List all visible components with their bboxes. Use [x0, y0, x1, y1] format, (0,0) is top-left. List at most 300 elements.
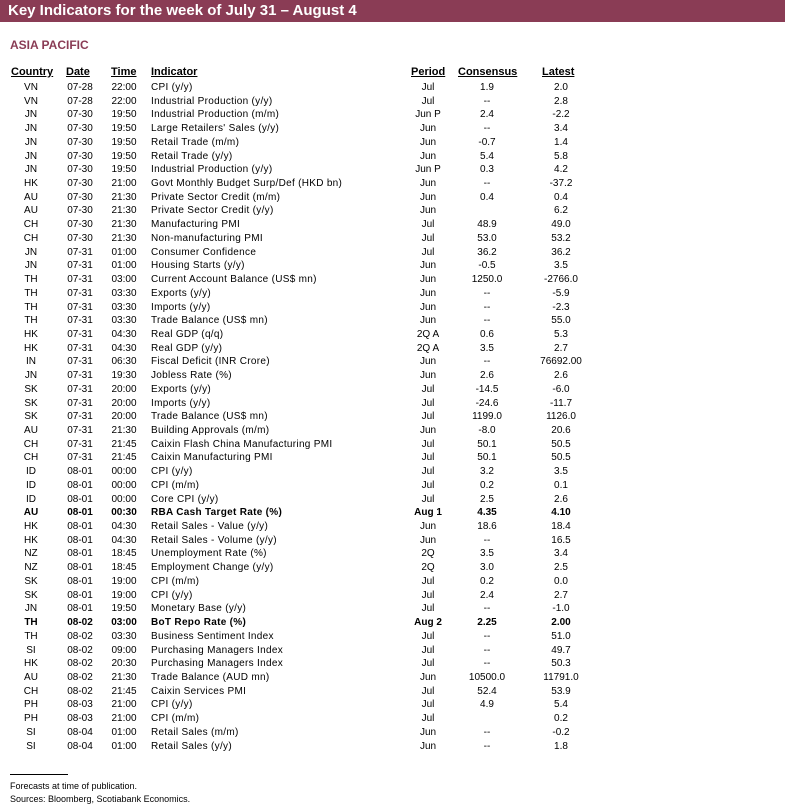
page-title: Key Indicators for the week of July 31 – August 4 — [8, 2, 357, 19]
cell-time: 20:30 — [111, 658, 137, 670]
cell-country: HK — [24, 534, 38, 546]
cell-indicator: Exports (y/y) — [151, 287, 212, 299]
cell-period: Jun — [419, 150, 437, 162]
cell-country: AU — [23, 507, 39, 519]
table-row — [0, 644, 785, 658]
cell-consensus: -- — [483, 301, 491, 313]
table-row — [0, 657, 785, 671]
cell-period: 2Q — [421, 548, 435, 560]
cell-country: JN — [24, 370, 38, 382]
cell-period: Jun — [419, 191, 437, 203]
cell-consensus: 1.9 — [480, 82, 494, 93]
cell-period: Jun — [419, 301, 437, 313]
cell-indicator: Retail Sales (m/m) — [151, 726, 239, 738]
cell-latest: 4.10 — [551, 507, 571, 519]
table-row — [0, 410, 785, 424]
cell-consensus: 0.3 — [480, 164, 494, 176]
cell-consensus: 2.4 — [480, 589, 494, 601]
cell-date: 08-02 — [67, 658, 93, 670]
table-row — [0, 616, 785, 630]
cell-period: Jul — [421, 246, 435, 258]
cell-consensus: 3.5 — [480, 548, 494, 560]
cell-period: Jul — [421, 658, 435, 670]
cell-consensus: 1250.0 — [471, 274, 503, 286]
cell-consensus: 0.2 — [480, 479, 494, 491]
cell-indicator: Non-manufacturing PMI — [151, 232, 263, 244]
cell-date: 08-02 — [67, 644, 93, 656]
table-row — [0, 451, 785, 465]
cell-date: 07-31 — [67, 246, 93, 258]
table-row — [0, 369, 785, 383]
cell-country: SK — [24, 397, 38, 409]
cell-time: 19:50 — [111, 136, 137, 148]
cell-period: Jun — [419, 123, 437, 135]
cell-period: Jun — [419, 370, 437, 382]
cell-time: 04:30 — [111, 342, 137, 354]
cell-consensus: -- — [483, 534, 491, 546]
cell-country: CH — [23, 452, 39, 464]
table-row — [0, 259, 785, 273]
table-row — [0, 671, 785, 685]
cell-consensus: -- — [483, 630, 491, 642]
cell-date: 07-31 — [67, 342, 93, 354]
cell-consensus: -- — [483, 123, 491, 135]
header-time: Time — [111, 66, 137, 78]
cell-date: 08-01 — [67, 507, 93, 519]
cell-time: 01:00 — [111, 260, 137, 272]
cell-consensus: 53.0 — [477, 232, 497, 244]
cell-indicator: Caixin Flash China Manufacturing PMI — [151, 438, 333, 450]
cell-latest: -0.2 — [552, 726, 570, 738]
cell-indicator: Building Approvals (m/m) — [151, 425, 270, 436]
cell-period: Jul — [421, 589, 435, 601]
cell-date: 08-01 — [67, 603, 93, 615]
cell-indicator: Retail Sales (y/y) — [151, 740, 232, 752]
cell-period: Jun — [419, 287, 437, 299]
cell-period: Jun — [419, 315, 437, 327]
cell-consensus: -0.7 — [478, 136, 496, 148]
cell-time: 20:00 — [111, 383, 137, 395]
table-row — [0, 218, 785, 232]
table-row — [0, 204, 785, 218]
cell-latest: 50.3 — [551, 658, 571, 670]
cell-country: SI — [26, 740, 36, 752]
region-heading: ASIA PACIFIC — [10, 38, 89, 52]
cell-indicator: Imports (y/y) — [151, 397, 211, 409]
table-row — [0, 136, 785, 150]
cell-date: 07-31 — [67, 438, 93, 450]
cell-country: AU — [24, 205, 38, 217]
cell-indicator: Purchasing Managers Index — [151, 658, 284, 670]
cell-time: 03:30 — [111, 630, 137, 642]
cell-indicator: Trade Balance (US$ mn) — [151, 411, 268, 423]
cell-indicator: Consumer Confidence — [151, 246, 257, 258]
cell-period: Jul — [421, 685, 435, 697]
cell-latest: 49.0 — [551, 219, 571, 231]
cell-period: Aug 2 — [414, 617, 442, 629]
table-row — [0, 465, 785, 479]
cell-period: 2Q A — [416, 328, 440, 340]
cell-time: 19:50 — [111, 109, 137, 121]
cell-latest: 50.5 — [551, 452, 571, 464]
cell-time: 21:00 — [111, 178, 137, 190]
cell-country: HK — [24, 178, 38, 190]
cell-date: 07-31 — [67, 383, 93, 395]
cell-time: 21:30 — [111, 671, 137, 683]
cell-indicator: Private Sector Credit (m/m) — [151, 191, 281, 203]
cell-time: 19:30 — [111, 370, 137, 382]
table-row — [0, 685, 785, 699]
table-row — [0, 740, 785, 754]
cell-time: 21:45 — [111, 685, 137, 697]
footnote-forecasts: Forecasts at time of publication. — [10, 781, 138, 791]
table-row — [0, 561, 785, 575]
cell-indicator: Trade Balance (AUD mn) — [151, 671, 270, 683]
cell-date: 08-01 — [67, 548, 93, 560]
cell-latest: 3.5 — [554, 260, 568, 272]
cell-date: 07-30 — [67, 232, 93, 244]
cell-date: 07-30 — [67, 178, 93, 190]
cell-indicator: Trade Balance (US$ mn) — [151, 315, 268, 327]
cell-date: 07-31 — [67, 411, 93, 423]
cell-latest: -37.2 — [549, 178, 573, 190]
cell-consensus: 50.1 — [477, 438, 497, 450]
cell-consensus: 3.5 — [480, 342, 494, 354]
cell-date: 08-02 — [67, 630, 93, 642]
cell-country: VN — [24, 82, 38, 93]
cell-country: TH — [24, 301, 38, 313]
cell-latest: 2.00 — [551, 617, 571, 629]
table-row — [0, 108, 785, 122]
table-row — [0, 273, 785, 287]
cell-period: Jul — [421, 466, 435, 478]
table-row — [0, 383, 785, 397]
cell-country: ID — [26, 493, 36, 505]
cell-date: 07-28 — [67, 82, 93, 93]
cell-time: 00:30 — [111, 507, 137, 519]
table-row — [0, 630, 785, 644]
cell-consensus: 2.6 — [480, 370, 494, 382]
header-period: Period — [411, 66, 446, 78]
cell-country: AU — [24, 425, 38, 436]
cell-date: 07-30 — [67, 136, 93, 148]
cell-country: SK — [24, 411, 38, 423]
cell-date: 07-31 — [67, 425, 93, 436]
cell-latest: 3.4 — [554, 548, 568, 560]
cell-latest: 49.7 — [551, 644, 571, 656]
cell-time: 20:00 — [111, 397, 137, 409]
cell-country: CH — [23, 438, 39, 450]
cell-country: CH — [23, 219, 39, 231]
cell-period: Jul — [421, 644, 435, 656]
cell-date: 07-30 — [67, 164, 93, 176]
cell-period: Aug 1 — [414, 507, 442, 519]
cell-indicator: CPI (m/m) — [151, 713, 200, 725]
table-row — [0, 246, 785, 260]
table-row — [0, 314, 785, 328]
cell-date: 07-31 — [67, 260, 93, 272]
cell-period: Jul — [421, 438, 435, 450]
cell-indicator: Industrial Production (y/y) — [151, 164, 273, 176]
header-indicator: Indicator — [151, 66, 198, 78]
cell-indicator: CPI (y/y) — [151, 699, 193, 711]
cell-latest: 36.2 — [551, 246, 571, 258]
cell-latest: -2.3 — [552, 301, 570, 313]
cell-country: NZ — [24, 548, 38, 560]
cell-latest: 2.5 — [554, 562, 568, 574]
cell-indicator: CPI (y/y) — [151, 589, 193, 601]
cell-date: 07-31 — [67, 452, 93, 464]
cell-consensus: -- — [483, 95, 491, 107]
table-row — [0, 602, 785, 616]
table-row — [0, 424, 785, 438]
cell-date: 07-30 — [67, 219, 93, 231]
cell-indicator: Retail Sales - Volume (y/y) — [151, 534, 277, 546]
cell-time: 21:00 — [111, 699, 137, 711]
cell-consensus: -- — [483, 356, 491, 368]
cell-time: 19:00 — [111, 589, 137, 601]
cell-consensus: 3.2 — [480, 466, 494, 478]
table-row — [0, 328, 785, 342]
cell-date: 08-04 — [67, 740, 93, 752]
cell-indicator: CPI (m/m) — [151, 575, 200, 587]
cell-consensus: -14.5 — [475, 383, 499, 395]
cell-indicator: CPI (y/y) — [151, 82, 193, 93]
cell-period: Jun — [419, 178, 437, 190]
cell-date: 08-02 — [67, 617, 93, 629]
cell-time: 03:00 — [111, 274, 137, 286]
table-row — [0, 534, 785, 548]
cell-indicator: Industrial Production (m/m) — [151, 109, 280, 121]
cell-period: Jun — [419, 740, 437, 752]
cell-consensus: 4.35 — [477, 507, 497, 519]
cell-time: 01:00 — [111, 726, 137, 738]
cell-indicator: Imports (y/y) — [151, 301, 211, 313]
cell-time: 09:00 — [111, 644, 137, 656]
cell-consensus: -- — [483, 658, 491, 670]
cell-date: 08-01 — [67, 575, 93, 587]
title-banner — [0, 0, 785, 22]
cell-consensus: 10500.0 — [468, 671, 506, 683]
cell-latest: 5.8 — [554, 150, 568, 162]
cell-country: SK — [24, 383, 38, 395]
cell-time: 19:00 — [111, 575, 137, 587]
table-row — [0, 163, 785, 177]
cell-time: 21:30 — [111, 232, 137, 244]
cell-period: 2Q — [421, 562, 435, 574]
table-row — [0, 506, 785, 520]
cell-country: HK — [24, 658, 38, 670]
cell-consensus: -0.5 — [478, 260, 496, 272]
cell-period: Jul — [421, 95, 435, 107]
cell-country: TH — [24, 617, 38, 629]
cell-latest: 2.7 — [554, 589, 568, 601]
cell-indicator: Retail Sales - Value (y/y) — [151, 521, 269, 533]
table-row — [0, 355, 785, 369]
cell-date: 08-04 — [67, 726, 93, 738]
cell-period: Jul — [421, 411, 435, 423]
cell-country: SK — [24, 589, 38, 601]
table-row — [0, 589, 785, 603]
cell-time: 04:30 — [111, 534, 137, 546]
cell-country: PH — [24, 699, 38, 711]
cell-country: HK — [24, 328, 38, 340]
footnote-rule — [10, 774, 68, 775]
cell-date: 07-31 — [67, 397, 93, 409]
cell-period: Jul — [421, 82, 435, 93]
cell-period: Jul — [421, 397, 435, 409]
cell-date: 07-30 — [67, 123, 93, 135]
cell-country: PH — [24, 713, 38, 725]
cell-time: 00:00 — [111, 493, 137, 505]
cell-time: 19:50 — [111, 164, 137, 176]
cell-indicator: Private Sector Credit (y/y) — [151, 205, 274, 217]
cell-latest: 51.0 — [551, 630, 571, 642]
cell-indicator: Purchasing Managers Index — [151, 644, 284, 656]
cell-consensus: 1199.0 — [472, 411, 502, 423]
cell-consensus: -- — [483, 644, 491, 656]
cell-date: 07-30 — [67, 191, 93, 203]
cell-country: ID — [26, 466, 36, 478]
cell-latest: 2.8 — [554, 95, 568, 107]
cell-period: Jul — [421, 603, 435, 615]
cell-indicator: Jobless Rate (%) — [151, 370, 232, 382]
cell-country: SI — [26, 726, 36, 738]
cell-time: 03:00 — [111, 617, 137, 629]
cell-latest: 0.0 — [554, 575, 568, 587]
cell-latest: 3.5 — [554, 466, 568, 478]
table-row — [0, 520, 785, 534]
cell-latest: 5.3 — [554, 328, 568, 340]
cell-period: Jul — [421, 630, 435, 642]
cell-time: 00:00 — [111, 479, 137, 491]
cell-latest: 6.2 — [554, 205, 568, 217]
cell-country: JN — [24, 123, 38, 135]
cell-time: 21:30 — [111, 425, 137, 436]
cell-country: JN — [24, 150, 38, 162]
table-row — [0, 575, 785, 589]
cell-latest: 1126.0 — [546, 411, 576, 423]
cell-period: Jun — [419, 671, 437, 683]
cell-indicator: Business Sentiment Index — [151, 630, 274, 642]
header-latest: Latest — [542, 66, 575, 78]
cell-indicator: Fiscal Deficit (INR Crore) — [151, 356, 270, 368]
cell-consensus: -24.6 — [475, 397, 499, 409]
cell-period: Jun P — [415, 164, 441, 176]
cell-time: 03:30 — [111, 315, 137, 327]
cell-latest: 5.4 — [554, 699, 568, 711]
cell-date: 08-01 — [67, 589, 93, 601]
cell-indicator: Manufacturing PMI — [151, 219, 241, 231]
cell-date: 08-01 — [67, 493, 93, 505]
cell-country: JN — [24, 246, 38, 258]
cell-consensus: 5.4 — [480, 150, 494, 162]
cell-country: TH — [24, 274, 38, 286]
cell-period: Jul — [421, 452, 435, 464]
cell-consensus: 0.2 — [480, 575, 494, 587]
cell-date: 07-31 — [67, 274, 93, 286]
cell-latest: 0.2 — [554, 713, 568, 725]
cell-date: 08-01 — [67, 534, 93, 546]
cell-date: 07-28 — [67, 95, 93, 107]
cell-time: 01:00 — [111, 246, 137, 258]
cell-indicator: Real GDP (q/q) — [151, 328, 224, 340]
cell-date: 07-30 — [67, 205, 93, 217]
table-row — [0, 150, 785, 164]
cell-country: CH — [23, 685, 39, 697]
cell-consensus: -- — [483, 178, 491, 190]
cell-period: Jul — [421, 479, 435, 491]
cell-country: HK — [24, 342, 38, 354]
cell-country: TH — [24, 630, 38, 642]
cell-period: Jun — [419, 425, 437, 436]
cell-latest: -1.0 — [552, 603, 570, 615]
header-country: Country — [11, 66, 54, 78]
cell-indicator: Employment Change (y/y) — [151, 562, 274, 574]
cell-time: 22:00 — [111, 95, 137, 107]
cell-time: 03:30 — [111, 301, 137, 313]
cell-time: 01:00 — [111, 740, 137, 752]
table-row — [0, 81, 785, 95]
cell-consensus: 2.4 — [480, 109, 494, 121]
cell-indicator: Govt Monthly Budget Surp/Def (HKD bn) — [151, 178, 343, 190]
cell-period: Jul — [421, 219, 435, 231]
table-row — [0, 726, 785, 740]
cell-latest: -2.2 — [552, 109, 570, 121]
cell-period: 2Q A — [416, 342, 440, 354]
cell-time: 19:50 — [111, 123, 137, 135]
cell-country: JN — [24, 260, 38, 272]
cell-time: 00:00 — [111, 466, 137, 478]
cell-latest: -6.0 — [552, 383, 570, 395]
cell-country: AU — [24, 671, 38, 683]
cell-time: 03:30 — [111, 287, 137, 299]
footnote-sources: Sources: Bloomberg, Scotiabank Economics. — [10, 794, 191, 804]
table-row — [0, 191, 785, 205]
cell-date: 08-02 — [67, 685, 93, 697]
cell-time: 18:45 — [111, 548, 137, 560]
cell-period: Jun — [419, 534, 437, 546]
cell-consensus: 2.5 — [480, 493, 494, 505]
cell-indicator: Monetary Base (y/y) — [151, 603, 247, 615]
cell-latest: 76692.00 — [540, 356, 582, 368]
cell-consensus: -- — [483, 287, 491, 299]
cell-time: 19:50 — [111, 150, 137, 162]
cell-period: Jul — [421, 575, 435, 587]
cell-latest: 20.6 — [551, 425, 571, 436]
cell-period: Jun — [419, 274, 437, 286]
cell-country: TH — [24, 287, 38, 299]
cell-country: HK — [24, 521, 38, 533]
cell-latest: -5.9 — [552, 287, 570, 299]
cell-indicator: Retail Trade (m/m) — [151, 136, 240, 148]
cell-indicator: Core CPI (y/y) — [151, 493, 219, 505]
table-row — [0, 493, 785, 507]
cell-consensus: 36.2 — [477, 246, 497, 258]
cell-date: 07-30 — [67, 109, 93, 121]
table-row — [0, 438, 785, 452]
table-row — [0, 301, 785, 315]
cell-date: 08-01 — [67, 479, 93, 491]
cell-date: 07-31 — [67, 356, 93, 368]
cell-time: 21:45 — [111, 438, 137, 450]
cell-time: 19:50 — [111, 603, 137, 615]
cell-date: 07-30 — [67, 150, 93, 162]
table-row — [0, 287, 785, 301]
cell-indicator: Industrial Production (y/y) — [151, 95, 273, 107]
cell-indicator: CPI (m/m) — [151, 479, 200, 491]
cell-consensus: 4.9 — [480, 699, 494, 711]
